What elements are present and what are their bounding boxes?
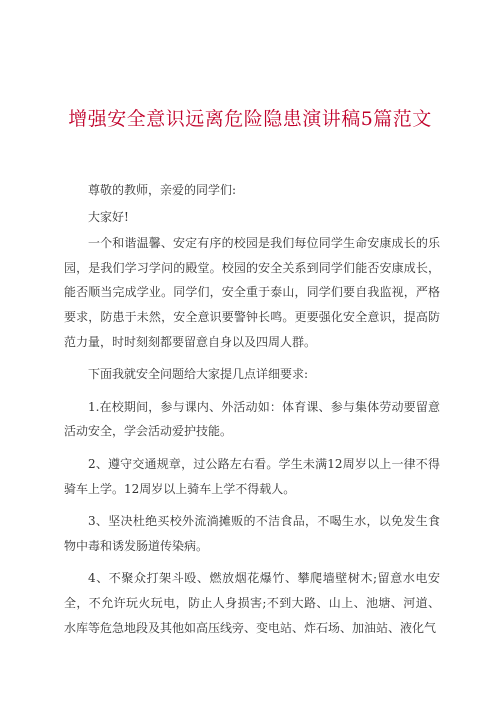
salutation: 尊敬的教师，亲爱的同学们:	[88, 183, 237, 197]
document-body	[64, 178, 440, 640]
paragraph-requirements-lead: 下面我就安全问题给大家提几点详细要求:	[88, 367, 309, 382]
greeting: 大家好!	[88, 209, 129, 224]
paragraph-item-4: 4、不聚众打架斗殴、燃放烟花爆竹、攀爬墙壁树木;留意水电安全，不允许玩火玩电，防止人身损害;不到大路、山上、池塘、河道、水库等危急地段及其他如高压线旁、变电站、炸石场、加油站、液化气	[64, 571, 440, 635]
paragraph-item-3: 3、坚决杜绝买校外流淌摊贩的不洁食品，不喝生水，以免发生食物中毒和诱发肠道传染病。	[64, 514, 440, 553]
paragraph-item-2: 2、遵守交通规章，过公路左右看。学生未满12周岁以上一律不得骑车上学。12周岁以上骑车上学不得载人。	[64, 456, 440, 496]
paragraph-intro: 一个和谐温馨、安定有序的校园是我们每位同学生命安康成长的乐园，是我们学习学问的殿堂。校园的安全关系到同学们能否安康成长，能否顺当完成学业。同学们，安全重于泰山，同学们要自我监视，严格要求，防患于未然，安全意识要警钟长鸣。更要强化安全意识，提高防范力量，时时刻刻都要留意自身以及四周人群。	[64, 236, 440, 349]
document-title: 增强安全意识远离危险隐患演讲稿5篇范文	[68, 108, 432, 130]
paragraph-item-1: 1.在校期间，参与课内、外活动如：体育课、参与集体劳动要留意活动安全，学会活动爱护技能。	[64, 399, 440, 439]
